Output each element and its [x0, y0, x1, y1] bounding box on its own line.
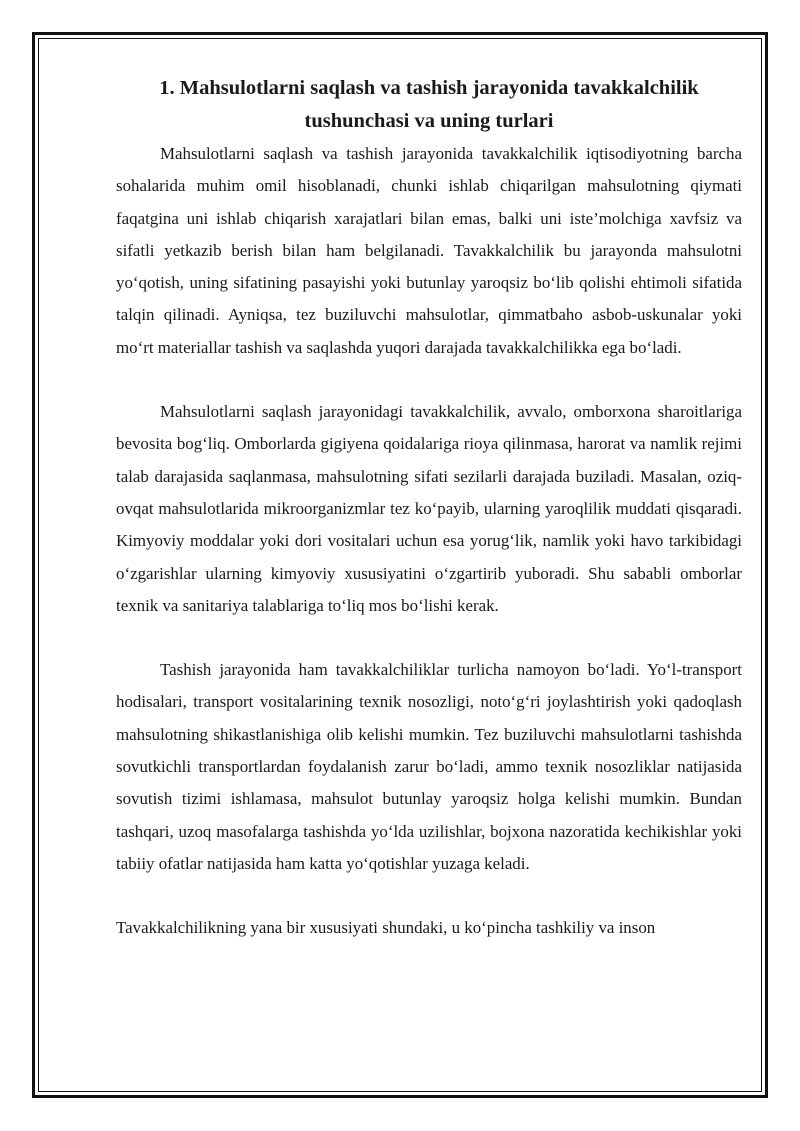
section-title: 1. Mahsulotlarni saqlash va tashish jarayonida tavakkalchilik tushunchasi va uning turlari [159, 77, 699, 132]
paragraph-1: Mahsulotlarni saqlash va tashish jarayonida tavakkalchilik iqtisodiyotning barcha sohalarida muhim omil hisoblanadi, chunki ishlab chiqarilgan mahsulotning qiymati faqatgina uni ishlab chiqarish xarajatlari bilan emas, balki uni iste’molchiga xavfsiz va sifatli yetkazib berish bilan ham belgilanadi. Tavakkalchilik bu jarayonda mahsulotni yo‘qotish, uning sifatining pasayishi yoki butunlay yaroqsiz bo‘lib qolishi ehtimoli sifatida talqin qilinadi. Ayniqsa, tez buziluvchi mahsulotlar, qimmatbaho asbob-uskunalar yoki mo‘rt materiallar tashish va saqlashda yuqori darajada tavakkalchilikka ega bo‘ladi. [116, 144, 742, 357]
paragraph-gap [116, 622, 742, 654]
paragraph-gap [116, 880, 742, 912]
paragraph-gap [116, 364, 742, 396]
paragraph-2: Mahsulotlarni saqlash jarayonidagi tavakkalchilik, avvalo, omborxona sharoitlariga bevosita bog‘liq. Omborlarda gigiyena qoidalariga rioya qilinmasa, harorat va namlik rejimi talab darajasida saqlanmasa, mahsulotning sifati sezilarli darajada buziladi. Masalan, oziq-ovqat mahsulotlarida mikroorganizmlar tez ko‘payib, ularning yaroqlilik muddati qisqaradi. Kimyoviy moddalar yoki dori vositalari uchun esa yorug‘lik, namlik yoki havo tarkibidagi o‘zgarishlar ularning kimyoviy xususiyatini o‘zgartirib yuboradi. Shu sababli omborlar texnik va sanitariya talablariga to‘liq mos bo‘lishi kerak. [116, 402, 742, 615]
paragraph-3: Tashish jarayonida ham tavakkalchiliklar turlicha namoyon bo‘ladi. Yo‘l-transport hodisalari, transport vositalarining texnik nosozligi, noto‘g‘ri joylashtirish yoki qadoqlash mahsulotning shikastlanishiga olib kelishi mumkin. Tez buziluvchi mahsulotlarni tashishda sovutkichli transportlardan foydalanish zarur bo‘ladi, ammo texnik nosozliklar natijasida sovutish tizimi ishlamasa, mahsulot butunlay yaroqsiz holga kelishi mumkin. Bundan tashqari, uzoq masofalarga tashishda yo‘lda uzilishlar, bojxona nazoratida kechikishlar yoki tabiiy ofatlar natijasida ham katta yo‘qotishlar yuzaga keladi. [116, 660, 742, 873]
document-body [116, 72, 742, 945]
paragraph-4: Tavakkalchilikning yana bir xususiyati shundaki, u ko‘pincha tashkiliy va inson [116, 918, 656, 938]
